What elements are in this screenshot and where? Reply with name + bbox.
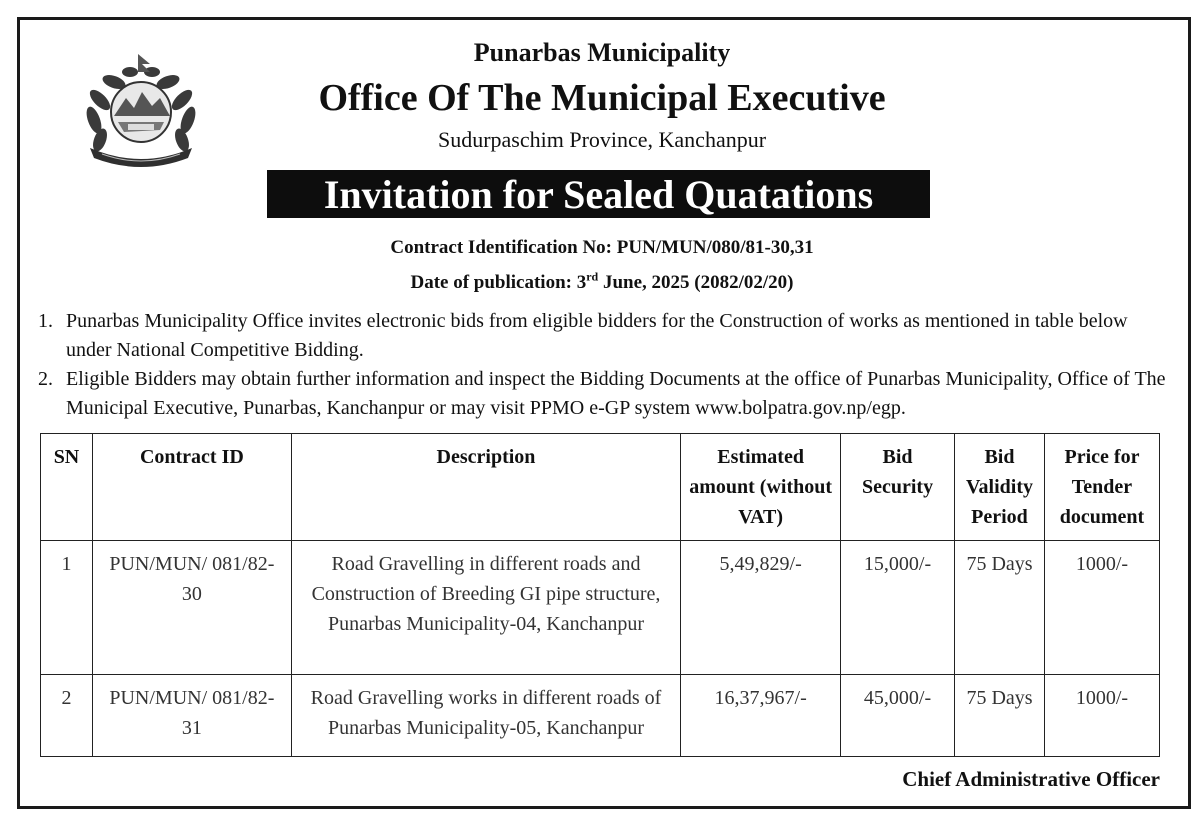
- cell-description: Road Gravelling works in different roads of Punarbas Municipality-05, Kanchanpur: [291, 675, 680, 757]
- header-bid-validity: Bid Validity Period: [955, 434, 1045, 541]
- instructions: [38, 307, 1166, 423]
- publication-date: [0, 271, 1204, 295]
- publication-date-suffix: June, 2025 (2082/02/20): [598, 272, 794, 293]
- notice-banner: Invitation for Sealed Quatations: [267, 170, 930, 218]
- cell-price: 1000/-: [1044, 675, 1159, 757]
- cell-estimated-amount: 5,49,829/-: [681, 541, 841, 675]
- instruction-item: [38, 307, 1166, 365]
- cell-description: Road Gravelling in different roads and Construction of Breeding GI pipe structure, Punarbas Municipality-04, Kanchanpur: [291, 541, 680, 675]
- cell-contract-id: PUN/MUN/ 081/82-30: [92, 541, 291, 675]
- instruction-text: Eligible Bidders may obtain further information and inspect the Bidding Documents at the office of Punarbas Municipality, Office of The Municipal Executive, Punarbas, Kanchanpur or may visit PPMO e-GP system www.bolpatra.gov.np/egp.: [66, 368, 1166, 419]
- cell-sn: 2: [41, 675, 93, 757]
- header-price: Price for Tender document: [1044, 434, 1159, 541]
- cell-bid-validity: 75 Days: [955, 541, 1045, 675]
- header-contract-id: Contract ID: [92, 434, 291, 541]
- cell-bid-validity: 75 Days: [955, 675, 1045, 757]
- instruction-item: [38, 365, 1166, 423]
- table-row: [41, 675, 1160, 757]
- publication-date-superscript: rd: [586, 269, 599, 284]
- municipality-name: Punarbas Municipality: [473, 38, 731, 67]
- instruction-number: 2.: [38, 368, 53, 390]
- table-row: [41, 541, 1160, 675]
- table-header-row: [41, 434, 1160, 541]
- bids-table: [40, 433, 1160, 757]
- instruction-text: Punarbas Municipality Office invites electronic bids from eligible bidders for the Construction of works as mentioned in table below under National Competitive Bidding.: [66, 310, 1128, 361]
- instruction-number: 1.: [38, 310, 53, 332]
- publication-date-prefix: Date of publication: 3: [410, 272, 587, 293]
- header-sn: SN: [41, 434, 93, 541]
- cell-bid-security: 15,000/-: [841, 541, 955, 675]
- office-title: Office Of The Municipal Executive: [318, 77, 886, 119]
- cell-price: 1000/-: [1044, 541, 1159, 675]
- header-bid-security: Bid Security: [841, 434, 955, 541]
- office-location: Sudurpaschim Province, Kanchanpur: [437, 127, 767, 152]
- signatory-title: Chief Administrative Officer: [902, 767, 1160, 791]
- contract-identification: Contract Identification No: PUN/MUN/080/81-30,31: [390, 237, 814, 258]
- header-description: Description: [291, 434, 680, 541]
- cell-contract-id: PUN/MUN/ 081/82-31: [92, 675, 291, 757]
- cell-estimated-amount: 16,37,967/-: [681, 675, 841, 757]
- cell-bid-security: 45,000/-: [841, 675, 955, 757]
- header-estimated-amount: Estimated amount (without VAT): [681, 434, 841, 541]
- cell-sn: 1: [41, 541, 93, 675]
